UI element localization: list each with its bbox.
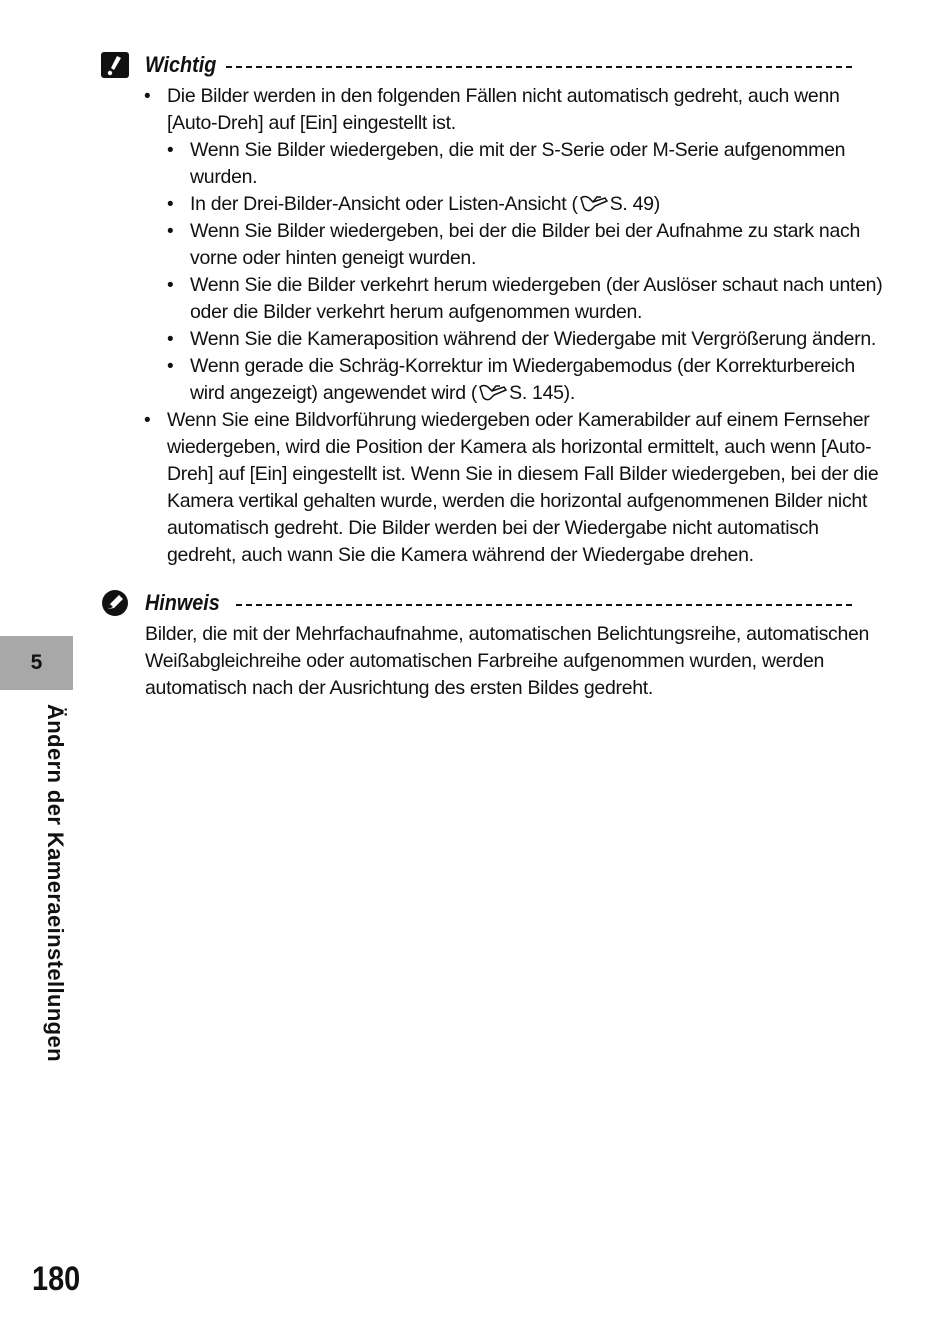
header-divider — [226, 66, 852, 68]
list-item-line: wurden. — [190, 166, 258, 188]
chapter-title: Ändern der Kameraeinstellungen — [43, 704, 68, 1062]
list-item-line: wird angezeigt) angewendet wird ( S. 145). — [190, 380, 575, 411]
list-item-line: oder die Bilder verkehrt herum aufgenommen wurden. — [190, 301, 643, 323]
list-item-line: Wenn gerade die Schräg-Korrektur im Wiedergabemodus (der Korrekturbereich — [190, 355, 855, 377]
list-item-line: gedreht, auch wann Sie die Kamera während der Wiedergabe drehen. — [167, 544, 754, 566]
bullet-icon: • — [167, 275, 174, 296]
note-line: Bilder, die mit der Mehrfachaufnahme, automatischen Belichtungsreihe, automatischen — [145, 623, 870, 645]
page-reference: S. 49) — [609, 193, 660, 215]
bullet-icon: • — [167, 194, 174, 215]
note-header — [100, 588, 852, 618]
note-line: automatisch nach der Ausrichtung des ersten Bildes gedreht. — [145, 677, 654, 699]
list-item-line: Dreh] auf [Ein] eingestellt ist. Wenn Sie in diesem Fall Bilder wiedergeben, bei der die — [167, 463, 879, 485]
list-item-line: [Auto-Dreh] auf [Ein] eingestellt ist. — [167, 112, 456, 134]
bullet-icon: • — [144, 86, 151, 107]
important-title: Wichtig — [145, 52, 217, 77]
list-item-line: Die Bilder werden in den folgenden Fällen nicht automatisch gedreht, auch wenn — [167, 85, 840, 107]
list-item-line: Wenn Sie eine Bildvorführung wiedergeben oder Kamerabilder auf einem Fernseher — [167, 409, 870, 431]
list-item-line: In der Drei-Bilder-Ansicht oder Listen-Ansicht ( S. 49) — [190, 191, 660, 222]
list-item-line: Kamera vertikal gehalten wurde, werden die horizontal aufgenommenen Bilder nicht — [167, 490, 868, 512]
list-item-line: Wenn Sie Bilder wiedergeben, die mit der S-Serie oder M-Serie aufgenommen — [190, 139, 846, 161]
header-divider — [236, 604, 852, 606]
important-exclamation-icon — [100, 51, 130, 79]
important-header — [100, 50, 852, 80]
chapter-tab — [0, 636, 73, 690]
note-pencil-icon — [100, 589, 130, 617]
note-title: Hinweis — [145, 590, 220, 615]
list-item-line: Wenn Sie die Kameraposition während der Wiedergabe mit Vergrößerung ändern. — [190, 328, 877, 350]
bullet-icon: • — [167, 221, 174, 242]
bullet-icon: • — [144, 410, 151, 431]
list-item-line: vorne oder hinten geneigt wurden. — [190, 247, 477, 269]
list-item-line: Wenn Sie die Bilder verkehrt herum wiedergeben (der Auslöser schaut nach unten) — [190, 274, 883, 296]
list-item-line: wiedergeben, wird die Position der Kamera als horizontal ermittelt, auch wenn [Auto- — [167, 436, 872, 458]
list-item-line: automatisch gedreht. Die Bilder werden bei der Wiedergabe nicht automatisch — [167, 517, 819, 539]
bullet-icon: • — [167, 356, 174, 377]
page-number: 180 — [32, 1260, 81, 1298]
bullet-icon: • — [167, 329, 174, 350]
page-reference: S. 145). — [509, 382, 575, 404]
list-item-line: Wenn Sie Bilder wiedergeben, bei der die Bilder bei der Aufnahme zu stark nach — [190, 220, 860, 242]
bullet-icon: • — [167, 140, 174, 161]
note-line: Weißabgleichreihe oder automatischen Farbreihe aufgenommen wurden, werden — [145, 650, 825, 672]
chapter-number: 5 — [30, 651, 43, 674]
